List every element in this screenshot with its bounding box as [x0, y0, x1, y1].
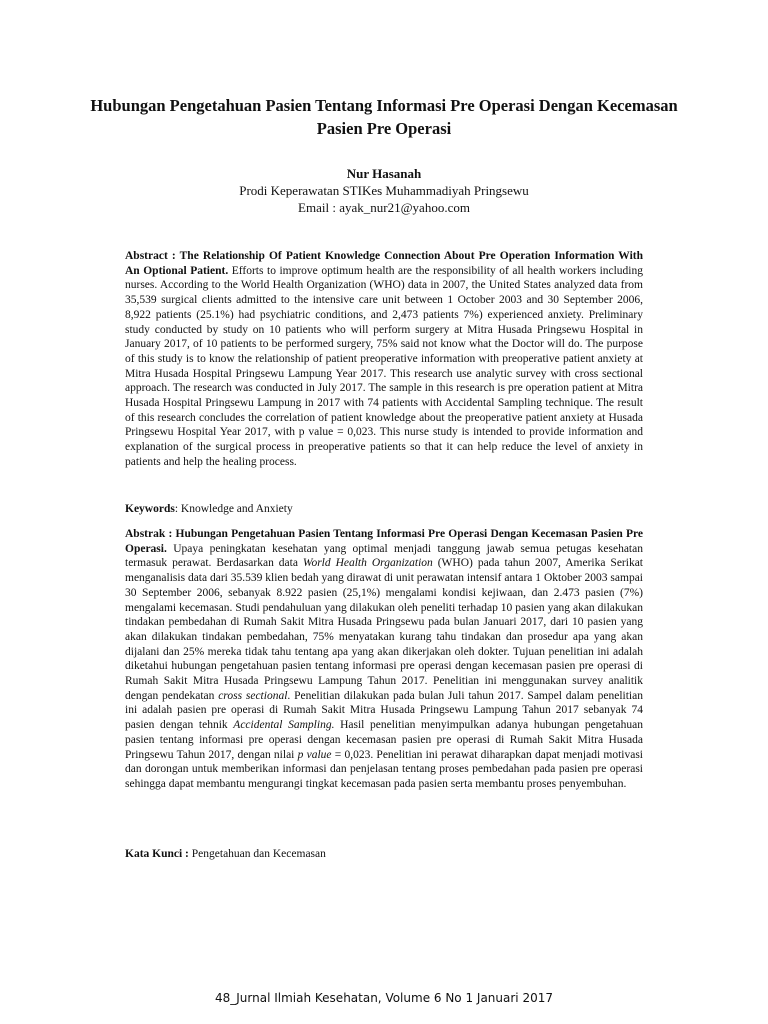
paper-title: Hubungan Pengetahuan Pasien Tentang Informasi Pre Operasi Dengan Kecemasan Pasien Pre Operasi	[90, 96, 678, 138]
keywords-indonesian-label: Kata Kunci :	[125, 848, 189, 860]
abstract-indonesian-who: World Health Organization	[302, 557, 433, 570]
abstract-indonesian-text-5: = 0,023. Penelitian ini perawat diharapkan dapat menjadi motivasi dan dorongan untuk memberikan informasi dan penjelasan tentang proses pembedahan pada pasien pre operasi sehingga dapat membantu mengurangi tingkat kecemasan pada pasien serta membantu proses penyembuhan.	[125, 748, 643, 790]
keywords-english-value: : Knowledge and Anxiety	[174, 503, 293, 515]
author-name: Nur Hasanah	[346, 166, 422, 181]
abstract-indonesian-p-value: p value	[297, 748, 332, 761]
abstract-indonesian	[125, 527, 643, 792]
abstract-indonesian-cross-sectional: cross sectional	[218, 689, 288, 702]
abstract-english-heading: Abstract : The Relationship Of Patient Knowledge Connection About Pre Operation Information With An Optional Patient.	[125, 250, 643, 277]
page-footer: 48_Jurnal Ilmiah Kesehatan, Volume 6 No 1 Januari 2017	[214, 991, 553, 1005]
author-email: Email : ayak_nur21@yahoo.com	[298, 200, 470, 215]
abstract-indonesian-text-3: . Penelitian dilakukan pada bulan Juli tahun 2017. Sampel dalam penelitian ini adalah pasien pre operasi di Rumah Sakit Mitra Husada Pringsewu Lampung Tahun 2017 sebanyak 74 pasien dengan tehnik	[125, 689, 643, 732]
abstract-english-body: Efforts to improve optimum health are the responsibility of all health workers including nurses. According to the World Health Organization (WHO) data in 2007, the United States analyzed data from 35,539 surgical clients admitted to the intensive care unit between 1 October 2003 and 30 September 2006, 8,922 patients (25.1%) had psychiatric conditions, and 2,473 patients 7%) experienced anxiety. Preliminary study conducted by study on 10 patients who will perform surgery at Mitra Husada Pringsewu Hospital in January 2017, of 10 patients to be performed surgery, 75% said not know what the Doctor will do. The purpose of this study is to know the relationship of patient preoperative information with preoperative patient anxiety at Mitra Husada Hospital Pringsewu Lampung Year 2017. This research use analytic survey with cross sectional approach. The research was conducted in July 2017. The sample in this research is pre operation patient at Mitra Husada Hospital Pringsewu Lampung in 2017 with 74 patients with Accidental Sampling technique. The result of this research concludes the correlation of patient knowledge about the preoperative patient anxiety at Husada Pringsewu Hospital Year 2017, with p value = 0,023. This nurse study is intended to provide information and explanation of the surgical process in preoperative patients so that it can help reduce the level of anxiety in patients and help the healing process.	[125, 264, 644, 468]
abstract-indonesian-text-1: Upaya peningkatan kesehatan yang optimal menjadi tanggung jawab semua petugas kesehatan termasuk perawat. Berdasarkan data	[125, 542, 643, 570]
abstract-indonesian-text-2: (WHO) pada tahun 2007, Amerika Serikat menganalisis data dari 35.539 klien bedah yang dirawat di unit perawatan intensif antara 1 Oktober 2003 sampai 30 September 2006, sebanyak 8.922 pasien (25,1%) mengalami kondisi kejiwaan, dan 2.473 pasien (7%) mengalami kecemasan. Studi pendahuluan yang dilakukan oleh peneliti terhadap 10 pasien yang akan dilakukan tindakan pembedahan di Rumah Sakit Mitra Husada Pringsewu pada bulan Januari 2017, dari 10 pasien yang akan dilakukan tindakan pembedahan, 75% menyatakan kurang tahu tindakan dan prosedur apa yang akan dijalani dan 25% mereka tidak tahu tentang apa yang akan dikerjakan oleh dokter. Tujuan penelitian ini adalah diketahui hubungan pengetahuan pasien tentang informasi pre operasi dengan kecemasan pasien pre operasi di Rumah Sakit Mitra Husada Pringsewu Lampung Tahun 2017. Penelitian ini menggunakan survey analitik dengan pendekatan	[125, 557, 643, 702]
author-block	[80, 165, 688, 216]
abstract-indonesian-text-4: Hasil penelitian menyimpulkan adanya hubungan pengetahuan pasien tentang informasi pre operasi dengan kecemasan pasien pre operasi di Rumah Sakit Mitra Husada Pringsewu Tahun 2017, dengan nilai	[125, 719, 643, 761]
abstract-english	[125, 249, 643, 470]
keywords-indonesian	[125, 847, 643, 862]
keywords-english-label: Keywords	[125, 503, 175, 515]
abstract-indonesian-heading: Abstrak : Hubungan Pengetahuan Pasien Tentang Informasi Pre Operasi Dengan Kecemasan Pasien Pre Operasi.	[125, 528, 643, 555]
author-affiliation: Prodi Keperawatan STIKes Muhammadiyah Pringsewu	[239, 183, 529, 198]
keywords-english	[125, 502, 643, 517]
abstract-indonesian-accidental-sampling: Accidental Sampling.	[233, 719, 335, 732]
keywords-indonesian-value: Pengetahuan dan Kecemasan	[188, 848, 326, 860]
